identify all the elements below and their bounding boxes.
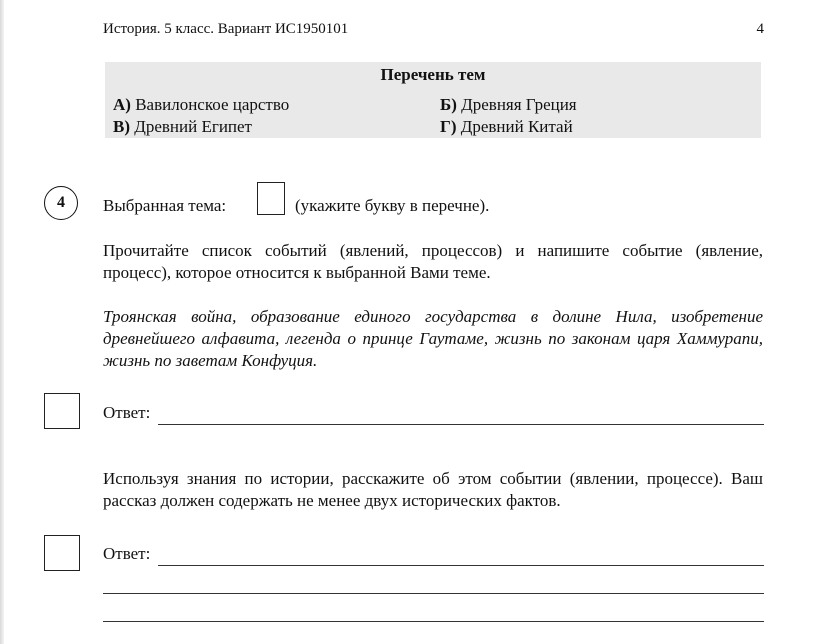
answer-line-1[interactable] [158, 424, 764, 425]
topic-item-b [440, 95, 577, 115]
topics-list-box [105, 62, 761, 138]
topic-item-v [113, 117, 252, 137]
answer-label-2: Ответ: [103, 544, 151, 563]
answer-line-2[interactable] [158, 565, 764, 566]
page-header-title: История. 5 класс. Вариант ИС1950101 [103, 21, 349, 37]
topic-item-g [440, 117, 573, 137]
topic-name: Вавилонское царство [135, 95, 290, 114]
answer-line-4[interactable] [103, 621, 764, 622]
chosen-topic-hint: (укажите букву в перечне). [295, 196, 490, 215]
topic-letter: В) [113, 117, 130, 136]
answer-line-3[interactable] [103, 593, 764, 594]
answer-label-1: Ответ: [103, 403, 151, 422]
story-instruction: Используя знания по истории, расскажите об этом событии (явлении, процессе). Ваш рассказ должен содержать не менее двух исторических фактов. [103, 469, 763, 510]
score-box-1[interactable] [44, 393, 80, 429]
topic-name: Древняя Греция [461, 95, 577, 114]
topic-letter: Б) [440, 95, 457, 114]
chosen-topic-input-box[interactable] [257, 182, 285, 215]
chosen-topic-label: Выбранная тема: [103, 196, 227, 215]
task-number-badge: 4 [44, 186, 78, 220]
events-list: Троянская война, образование единого государства в долине Нила, изобретение древнейшего алфавита, легенда о принце Гаутаме, жизнь по законам царя Хаммурапи, жизнь по заветам Конфуция. [103, 307, 763, 370]
topic-letter: Г) [440, 117, 457, 136]
topic-name: Древний Китай [460, 117, 573, 136]
score-box-2[interactable] [44, 535, 80, 571]
topics-list-title: Перечень тем [380, 65, 486, 84]
topic-letter: А) [113, 95, 131, 114]
topic-item-a [113, 95, 289, 115]
task-instruction: Прочитайте список событий (явлений, процессов) и напишите событие (явление, процесс), которое относится к выбранной Вами теме. [103, 241, 763, 282]
page-number: 4 [756, 21, 764, 37]
topic-name: Древний Египет [134, 117, 252, 136]
page-edge [0, 0, 4, 644]
